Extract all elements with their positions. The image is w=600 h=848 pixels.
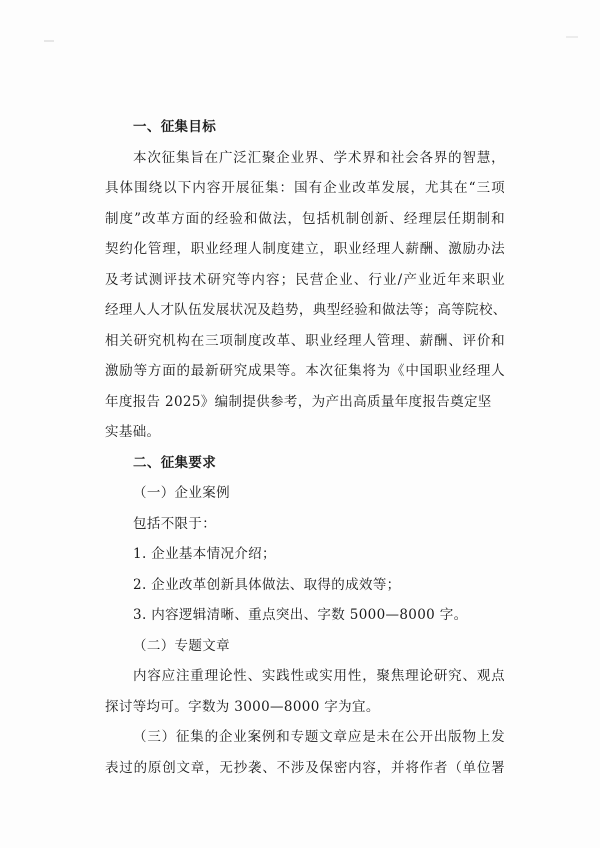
scan-mark [566,36,578,38]
list-item: 2. 企业改革创新具体做法、取得的成效等； [133,576,401,593]
paragraph-line: 及考试测评技术研究等内容；民营企业、行业/产业近年来职业 [105,271,505,288]
subsection-title-case: （一）企业案例 [133,485,230,501]
paragraph-line: 实基础。 [105,424,161,440]
list-intro: 包括不限于： [133,515,217,532]
paragraph-line: 表过的原创文章，无抄袭、不涉及保密内容，并将作者（单位署 [105,759,505,776]
paragraph-line: 契约化管理，职业经理人制度建立，职业经理人薪酬、激励办法 [105,241,505,257]
paragraph-line: 具体围绕以下内容开展征集：国有企业改革发展，尤其在“三项 [105,180,505,196]
paragraph-line: 激励等方面的最新研究成果等。本次征集将为《中国职业经理人 [105,363,505,379]
paragraph-line: 相关研究机构在三项制度改革、职业经理人管理、薪酬、评价和 [105,332,505,349]
document-body [105,112,505,783]
paragraph-line: 年度报告 2025》编制提供参考，为产出高质量年度报告奠定坚 [105,393,492,410]
list-item: 1. 企业基本情况介绍； [133,546,276,562]
paragraph-line: 本次征集旨在广泛汇聚企业界、学术界和社会各界的智慧， [133,149,505,166]
subsection-title-article: （二）专题文章 [133,637,230,654]
section-heading-requirements: 二、征集要求 [133,454,217,471]
section-goals-paragraph [105,143,505,448]
list-item: 3. 内容逻辑清晰、重点突出、字数 5000—8000 字。 [133,607,468,623]
paragraph-line: 经理人人才队伍发展状况及趋势，典型经验和做法等；高等院校、 [105,302,507,318]
paragraph-line: （三）征集的企业案例和专题文章应是未在公开出版物上发 [133,729,505,745]
section-heading-goals: 一、征集目标 [133,119,217,135]
scan-mark [44,40,54,42]
paragraph-line: 探讨等均可。字数为 3000—8000 字为宜。 [105,698,380,715]
paragraph-line: 内容应注重理论性、实践性或实用性，聚焦理论研究、观点 [133,668,505,684]
paragraph-line: 制度”改革方面的经验和做法，包括机制创新、经理层任期制和 [105,210,505,227]
